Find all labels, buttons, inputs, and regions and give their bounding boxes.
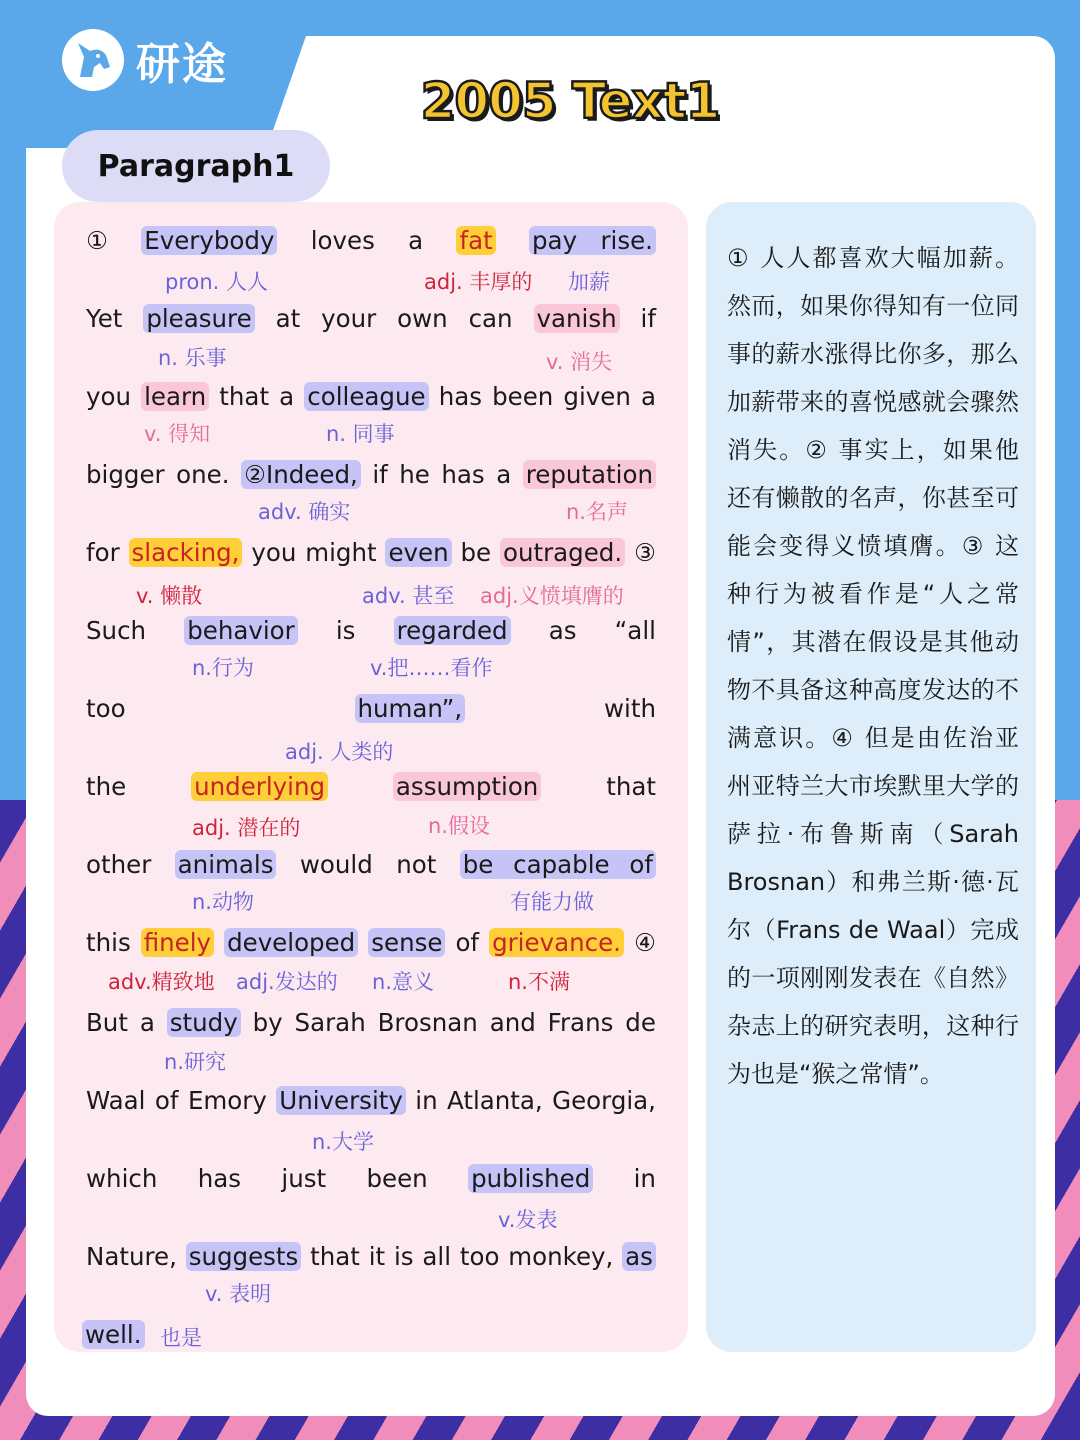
word: of xyxy=(455,928,480,957)
vocab-outraged: outraged. xyxy=(500,538,625,567)
word: a xyxy=(279,382,295,411)
annotation-outraged: adj.义愤填膺的 xyxy=(480,584,624,608)
vocab-university: University xyxy=(276,1086,406,1115)
word: for xyxy=(86,538,120,567)
annotation-colleague: n. 同事 xyxy=(326,422,395,446)
brand-name: 研途 xyxy=(136,39,228,90)
word: monkey, xyxy=(508,1242,614,1271)
text-line-4 xyxy=(86,460,656,489)
vocab-regarded: regarded xyxy=(394,616,511,645)
word: would xyxy=(299,850,373,879)
word: be xyxy=(460,538,492,567)
annotation-underlying: adj. 潜在的 xyxy=(192,816,301,840)
annotation-study: n.研究 xyxy=(164,1050,226,1074)
word: Georgia, xyxy=(552,1086,656,1115)
word: might xyxy=(305,538,377,567)
word: as xyxy=(548,616,577,645)
word: too xyxy=(459,1242,500,1271)
vocab-indeed: ②Indeed, xyxy=(241,460,361,489)
word: a xyxy=(640,382,656,411)
word: pay xyxy=(532,226,578,255)
annotation-capable: 有能力做 xyxy=(510,890,594,914)
annotation-learn: v. 得知 xyxy=(144,422,211,446)
text-line-14 xyxy=(86,1242,656,1271)
text-line-5 xyxy=(86,538,656,567)
vocab-learn: learn xyxy=(141,382,209,411)
text-line-2 xyxy=(86,304,656,333)
annotation-animals: n.动物 xyxy=(192,890,254,914)
vocab-everybody: Everybody xyxy=(141,226,277,255)
word: has xyxy=(441,460,485,489)
annotation-developed: adj.发达的 xyxy=(236,970,338,994)
word: been xyxy=(492,382,554,411)
text-line-11 xyxy=(86,1008,656,1037)
annotation-reputation: n.名声 xyxy=(566,500,628,524)
vocab-developed: developed xyxy=(224,928,358,957)
word: Emory xyxy=(187,1086,267,1115)
word: de xyxy=(625,1008,656,1037)
annotation-university: n.大学 xyxy=(312,1130,374,1154)
annotation-even: adv. 甚至 xyxy=(362,584,455,608)
annotation-pay-rise: 加薪 xyxy=(568,270,610,294)
word: one. xyxy=(176,460,230,489)
word: Sarah xyxy=(294,1008,366,1037)
section-label: Paragraph1 xyxy=(62,130,330,202)
word: Brosnan xyxy=(377,1008,478,1037)
word: with xyxy=(604,694,656,723)
annotation-regarded: v.把……看作 xyxy=(370,656,493,680)
vocab-sense: sense xyxy=(368,928,445,957)
vocab-pleasure: pleasure xyxy=(143,304,254,333)
text-line-12 xyxy=(86,1086,656,1115)
word: But xyxy=(86,1008,128,1037)
vocab-vanish: vanish xyxy=(534,304,620,333)
annotation-published: v.发表 xyxy=(498,1208,558,1232)
vocab-published: published xyxy=(468,1164,593,1193)
word: has xyxy=(197,1164,242,1193)
word: at xyxy=(275,304,301,333)
word: all xyxy=(422,1242,452,1271)
vocab-fat: fat xyxy=(456,226,495,255)
word: loves xyxy=(310,226,375,255)
word: other xyxy=(86,850,152,879)
word: ③ xyxy=(634,538,656,567)
word: Nature, xyxy=(86,1242,177,1271)
text-line-10 xyxy=(86,928,656,957)
word: he xyxy=(399,460,430,489)
word: Atlanta, xyxy=(447,1086,543,1115)
word: that xyxy=(310,1242,360,1271)
vocab-finely: finely xyxy=(141,928,214,957)
annotation-finely: adv.精致地 xyxy=(108,970,215,994)
text-line-8 xyxy=(86,772,656,801)
word: “all xyxy=(614,616,656,645)
word: that xyxy=(219,382,270,411)
text-line-13 xyxy=(86,1164,656,1193)
page-title: 2005 Text1 xyxy=(420,72,720,130)
word: own xyxy=(397,304,448,333)
word: ① xyxy=(86,226,108,255)
vocab-slacking: slacking, xyxy=(129,538,243,567)
word: your xyxy=(321,304,377,333)
word: in xyxy=(633,1164,656,1193)
vocab-reputation: reputation xyxy=(523,460,656,489)
annotation-indeed: adv. 确实 xyxy=(258,500,351,524)
word: Yet xyxy=(86,304,123,333)
word: is xyxy=(393,1242,414,1271)
word: you xyxy=(251,538,297,567)
word: can xyxy=(468,304,513,333)
word: not xyxy=(396,850,437,879)
word: is xyxy=(335,616,356,645)
vocab-pay-rise xyxy=(529,226,656,255)
annotation-vanish: v. 消失 xyxy=(546,350,613,374)
annotation-sense: n.意义 xyxy=(372,970,434,994)
word: been xyxy=(366,1164,428,1193)
word: of xyxy=(154,1086,179,1115)
word: Waal xyxy=(86,1086,146,1115)
vocab-colleague: colleague xyxy=(304,382,428,411)
word: it xyxy=(368,1242,386,1271)
annotation-fat: adj. 丰厚的 xyxy=(424,270,533,294)
word: bigger xyxy=(86,460,165,489)
vocab-grievance: grievance. xyxy=(489,928,624,957)
word: rise. xyxy=(600,226,653,255)
word: if xyxy=(640,304,656,333)
text-line-1 xyxy=(86,226,656,255)
vocab-assumption: assumption xyxy=(393,772,541,801)
word: has xyxy=(438,382,482,411)
word: you xyxy=(86,382,132,411)
text-line-6 xyxy=(86,616,656,645)
vocab-well: well. xyxy=(82,1320,145,1349)
annotation-human: adj. 人类的 xyxy=(285,740,394,764)
annotation-pleasure: n. 乐事 xyxy=(158,346,227,370)
vocab-behavior: behavior xyxy=(184,616,298,645)
word: given xyxy=(563,382,631,411)
word: a xyxy=(408,226,424,255)
text-line-3 xyxy=(86,382,656,411)
vocab-animals: animals xyxy=(175,850,277,879)
annotation-slacking: v. 懒散 xyxy=(136,584,203,608)
word: the xyxy=(86,772,127,801)
vocab-suggests: suggests xyxy=(186,1242,302,1271)
annotation-as-well: 也是 xyxy=(160,1326,202,1350)
vocab-as: as xyxy=(622,1242,656,1271)
annotation-behavior: n.行为 xyxy=(192,656,254,680)
word: just xyxy=(281,1164,327,1193)
vocab-underlying: underlying xyxy=(191,772,328,801)
annotation-suggests: v. 表明 xyxy=(205,1282,272,1306)
word: Frans xyxy=(547,1008,614,1037)
annotation-grievance: n.不满 xyxy=(508,970,570,994)
text-line-9 xyxy=(86,850,656,879)
word: a xyxy=(496,460,512,489)
word: if xyxy=(372,460,388,489)
vocab-be-capable-of: be capable of xyxy=(460,850,656,879)
chinese-translation: ① 人人都喜欢大幅加薪。然而，如果你得知有一位同事的薪水涨得比你多，那么加薪带来的喜悦感就会骤然消失。② 事实上，如果他还有懒散的名声，你甚至可能会变得义愤填膺。③ 这种行为被看作是“人之常情”，其潜在假设是其他动物不具备这种高度发达的不满意识。④ 但是由佐治亚州亚特兰大市埃默里大学的萨拉·布鲁斯南（Sarah Brosnan）和弗兰斯·德·瓦尔（Frans de Waal）完成的一项刚刚发表在《自然》杂志上的研究表明，这种行为也是“猴之常情”。 xyxy=(727,244,1019,1088)
annotation-assumption: n.假设 xyxy=(428,814,490,838)
word: that xyxy=(606,772,656,801)
vocab-study: study xyxy=(167,1008,241,1037)
word: ④ xyxy=(633,928,656,957)
word: and xyxy=(489,1008,536,1037)
vocab-even: even xyxy=(385,538,451,567)
word: this xyxy=(86,928,131,957)
word: by xyxy=(252,1008,283,1037)
word: which xyxy=(86,1164,158,1193)
word: too xyxy=(86,694,126,723)
word: Such xyxy=(86,616,147,645)
annotation-everybody: pron. 人人 xyxy=(165,270,269,294)
word: in xyxy=(415,1086,438,1115)
word: a xyxy=(139,1008,155,1037)
vocab-human: human”, xyxy=(355,694,466,723)
text-line-7 xyxy=(86,694,656,723)
